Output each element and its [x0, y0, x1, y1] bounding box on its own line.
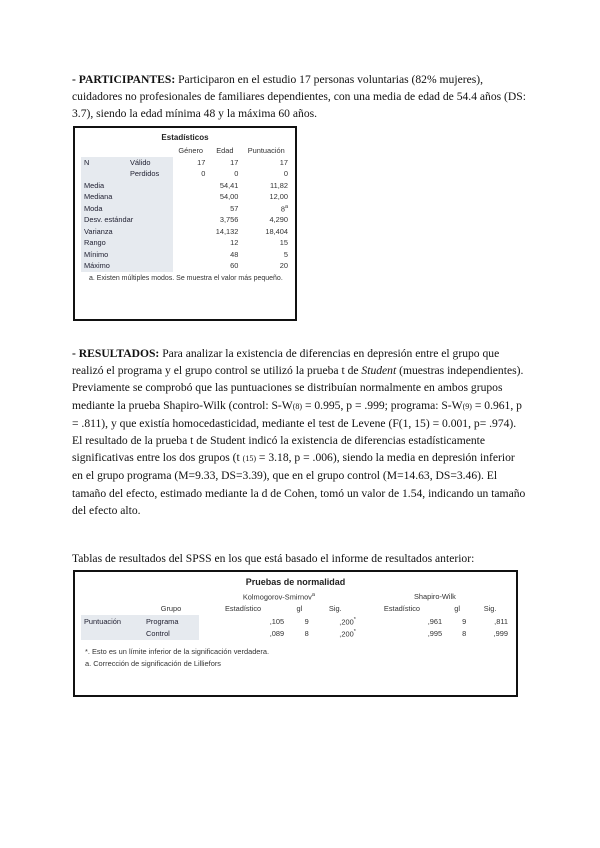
footnote-2: a. Corrección de significación de Lilliefors [85, 659, 221, 668]
cell: 18,404 [265, 226, 288, 236]
tables-caption: Tablas de resultados del SPSS en los que está basado el informe de resultados anterior: [72, 552, 475, 565]
cell [173, 203, 208, 215]
row-sublabel: Válido [127, 157, 173, 169]
cell: 8 [462, 629, 467, 639]
results-text: Para analizar la existencia de diferencias en depresión entre el grupo que realizó el programa y el grupo control se utilizó la prueba t de [72, 347, 500, 378]
subheader: Sig. [483, 604, 497, 614]
cell: 17 [279, 157, 288, 167]
cell: ,089 [269, 629, 285, 639]
cell: 12,00 [269, 192, 288, 202]
subheader: Estadístico [383, 604, 421, 614]
row-label: Moda [81, 203, 173, 215]
cell [173, 180, 208, 192]
results-label: - RESULTADOS: [72, 347, 160, 360]
table-row [81, 249, 291, 261]
header-edad: Edad [216, 146, 234, 156]
df-subscript: (8) [292, 401, 303, 411]
normality-footnotes [85, 646, 516, 670]
row-sublabel: Perdidos [127, 168, 173, 180]
statistics-header-row [81, 145, 291, 157]
cell: ,811 [494, 616, 508, 626]
cell: 54,00 [219, 192, 239, 202]
statistics-table-title: Estadísticos [161, 133, 209, 142]
results-paragraph [72, 345, 528, 519]
student-italic: Student [361, 364, 397, 378]
cell [173, 226, 208, 238]
row-group: Programa [143, 615, 199, 628]
results-text: = 0.961, p = .811), y que existía homocedasticidad, mediante el test de Levene (F(1, 15) = 0.001, p= .974). El resultado de la prueba t de Student indicó la existencia de diferencias estadísticamente significativas entre los dos grupos (t [72, 398, 522, 465]
cell: 11,82 [270, 180, 288, 190]
cell: ,961 [427, 616, 443, 626]
cell: 14,132 [215, 226, 239, 236]
row-label: Máximo [81, 260, 173, 272]
sig-superscript: * [353, 629, 356, 636]
statistics-footnote: a. Existen múltiples modos. Se muestra el valor más pequeño. [89, 274, 283, 282]
cell [312, 628, 359, 641]
cell [312, 615, 359, 628]
sw-header: Shapiro-Wilk [413, 591, 456, 601]
cell: ,999 [493, 629, 508, 639]
sig-superscript: * [353, 616, 356, 623]
cell: 0 [234, 169, 239, 179]
subheader: gl [296, 604, 303, 614]
results-text: = 0.995, p = .999; programa: S-W [302, 398, 463, 412]
participants-paragraph [72, 71, 528, 123]
cell: 9 [304, 616, 309, 626]
row-label: Media [81, 180, 173, 192]
row-label: Desv. estándar [81, 214, 173, 226]
sig-value: ,200 [339, 629, 354, 639]
df-subscript: (9) [462, 401, 472, 411]
cell: 4,290 [269, 215, 288, 225]
cell [173, 237, 208, 249]
normality-subheader-row [81, 603, 511, 616]
group-header: Grupo [160, 604, 182, 614]
table-row [81, 260, 291, 272]
cell: 8 [304, 629, 309, 639]
row-label: Rango [81, 237, 173, 249]
row-label: Varianza [81, 226, 173, 238]
cell [173, 191, 208, 203]
row-group: Control [143, 628, 199, 641]
ks-header [199, 590, 359, 603]
row-label: Puntuación [81, 615, 143, 628]
header-puntuacion: Puntuación [247, 146, 285, 156]
results-text: = 3.18, p = .006), siendo la media en depresión inferior en el grupo programa (M=9.33, DS=3.39), que en el grupo control (M=14.63, DS=3.46). El tamaño del efecto, estimado mediante la d de Cohen, tomó un valor de 1.54, indicando un tamaño del efecto alto. [72, 451, 526, 517]
cell: 3,756 [219, 215, 239, 225]
cell: ,995 [427, 629, 443, 639]
row-label [81, 168, 127, 180]
row-label: N [81, 157, 127, 169]
cell [173, 249, 208, 261]
moda-value: 8 [280, 203, 285, 213]
table-row [81, 628, 511, 641]
table-row [81, 180, 291, 192]
table-row [81, 191, 291, 203]
normality-header-row [81, 590, 511, 603]
cell: 17 [230, 157, 239, 167]
cell: 0 [283, 169, 288, 179]
subheader: Estadístico [224, 604, 262, 614]
results-text: (muestras independientes). Previamente se comprobó que las puntuaciones se distribuían normalmente en ambos grupos mediante la prueba Shapiro-Wilk (control: S-W [72, 364, 524, 412]
table-row [81, 214, 291, 226]
subheader: gl [454, 604, 461, 614]
cell: 0 [201, 169, 206, 179]
cell: 60 [230, 261, 239, 271]
cell: 12 [230, 238, 239, 248]
table-row [81, 226, 291, 238]
statistics-table [73, 126, 297, 321]
subheader: Sig. [328, 604, 342, 614]
table-row [81, 203, 291, 215]
cell [241, 203, 291, 215]
cell: 9 [462, 616, 467, 626]
participants-label: - PARTICIPANTES: [72, 73, 176, 86]
row-label-empty [81, 628, 143, 641]
moda-superscript: a [284, 203, 288, 210]
cell: 15 [279, 238, 288, 248]
footnote-1: *. Esto es un límite inferior de la significación verdadera. [85, 647, 270, 656]
participants-text: Participaron en el estudio 17 personas voluntarias (82% mujeres), cuidadores no profesionales de familiares dependientes, con una media de edad de 54.4 años (DS: 3.7), siendo la edad mínima 48 y la máxima 60 años. [72, 73, 526, 121]
normality-table-title: Pruebas de normalidad [245, 577, 346, 587]
row-label: Mediana [81, 191, 173, 203]
table-row [81, 237, 291, 249]
cell: 17 [197, 157, 206, 167]
cell: 57 [230, 203, 239, 213]
header-genero: Género [178, 146, 204, 156]
cell: 48 [230, 249, 239, 259]
sig-value: ,200 [339, 616, 354, 626]
cell [173, 260, 208, 272]
table-row [81, 615, 511, 628]
df-subscript: (15) [242, 454, 256, 464]
cell [173, 214, 208, 226]
row-label: Mínimo [81, 249, 173, 261]
cell: ,105 [269, 616, 285, 626]
cell: 54,41 [219, 180, 239, 190]
cell: 20 [279, 261, 288, 271]
cell: 5 [283, 249, 288, 259]
normality-table [73, 570, 518, 697]
ks-header-text: Kolmogorov-Smirnov [242, 591, 312, 601]
table-row [81, 157, 291, 169]
table-row [81, 168, 291, 180]
ks-superscript: a [311, 591, 315, 598]
